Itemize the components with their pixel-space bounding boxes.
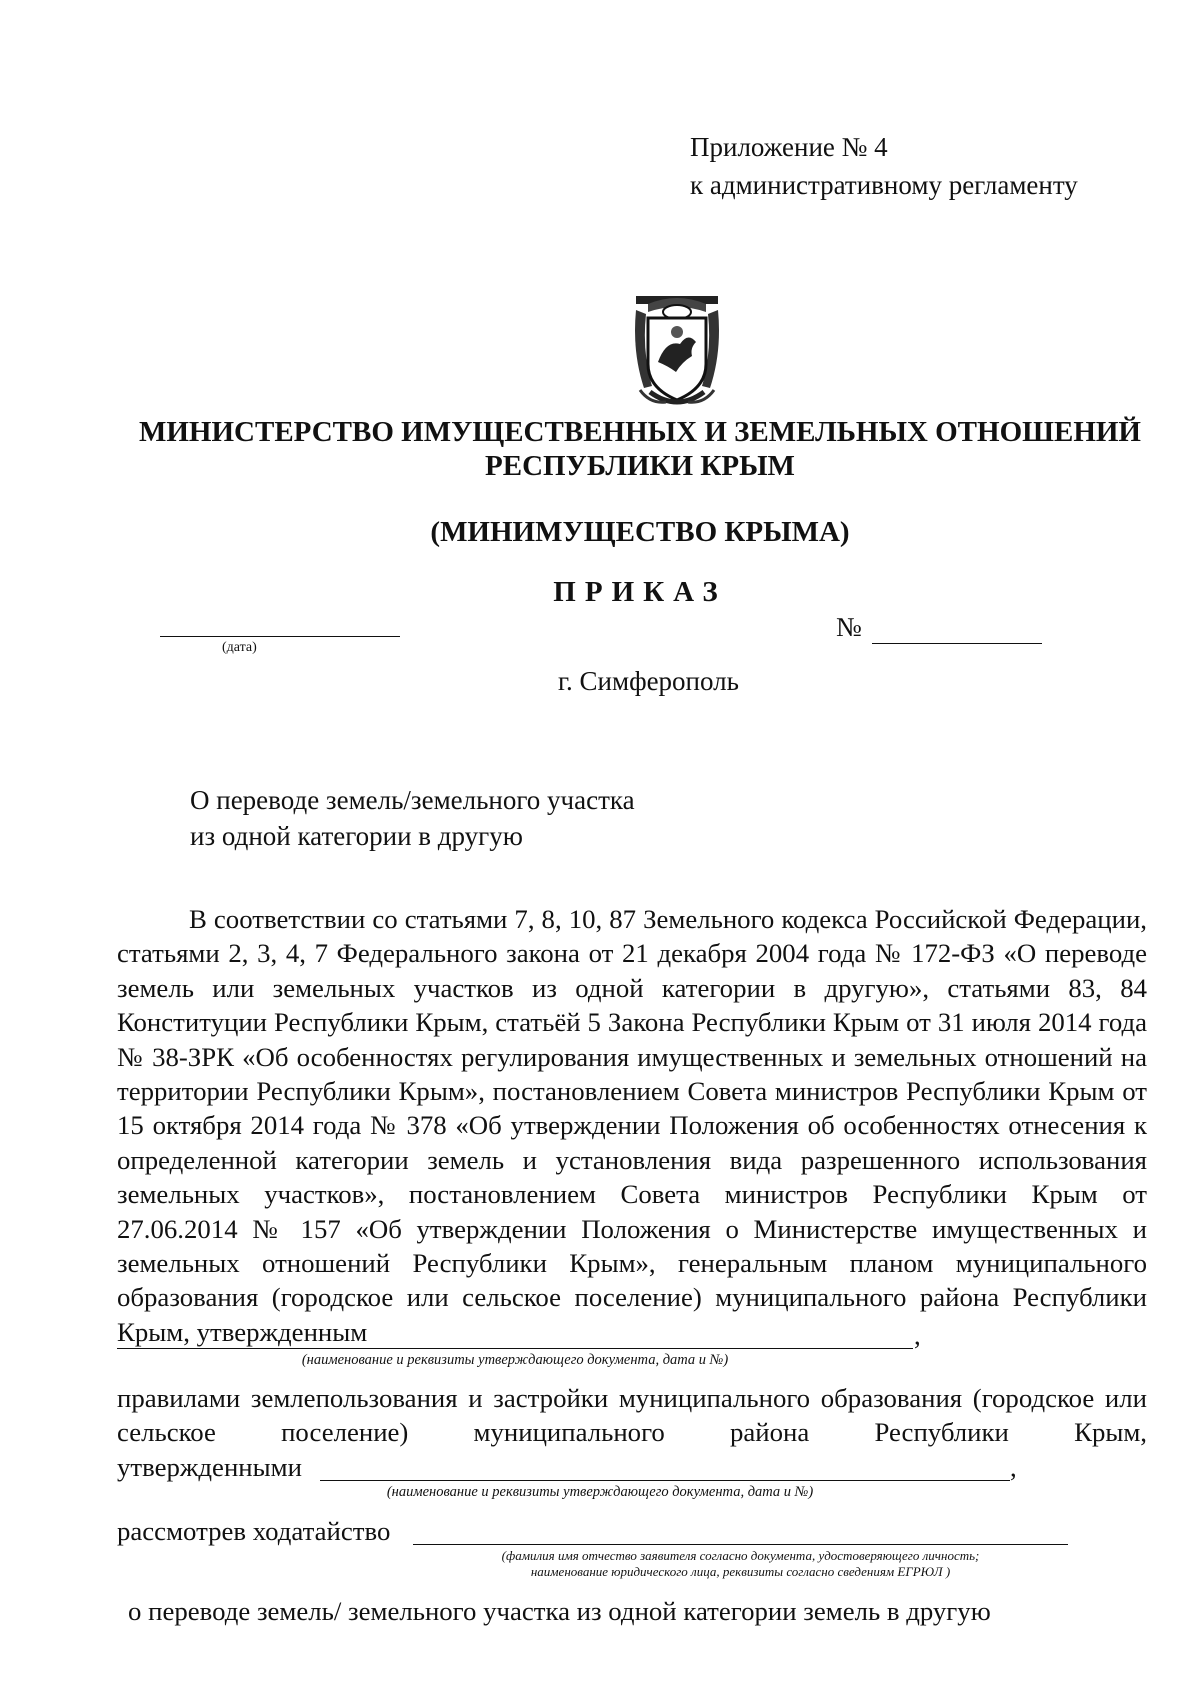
caption-approval-document-1: (наименование и реквизиты утверждающего документа, дата и №) bbox=[301, 1352, 729, 1368]
appendix-reference: к административному регламенту bbox=[690, 170, 1078, 200]
city-name: г. Симферополь bbox=[558, 666, 739, 696]
body-paragraph: В соответствии со статьями 7, 8, 10, 87 Земельного кодекса Российской Федерации, статьями 2, 3, 4, 7 Федерального закона от 21 декабря 2004 года № 172-ФЗ «О переводе земель или земельных участков из одной категории в другую», статьями 83, 84 Конституции Республики Крым, статьёй 5 Закона Республики Крым от 31 июля 2014 года № 38-ЗРК «Об особенностях регулирования имущественных и земельных отношений на территории Республики Крым», постановлением Совета министров Республики Крым от 15 октября 2014 года № 378 «Об утверждении Положения об особенностях отнесения к определенной категории земель и установления вида разрешенного использования земельных участков», постановлением Совета министров Республики Крым от 27.06.2014 № 157 «Об утверждении Положения о Министерстве имущественных и земельных отношений Республики Крым», генеральным планом муниципального образования (городское или сельское поселение) муниципального района Республики Крым, утвержденным bbox=[117, 904, 1147, 1347]
date-field-line bbox=[160, 636, 400, 637]
approval-document-line-2 bbox=[320, 1480, 1010, 1481]
transfer-request-text: о переводе земель/ земельного участка из одной категории земель в другую bbox=[128, 1596, 991, 1626]
subject-line-2: из одной категории в другую bbox=[190, 821, 523, 851]
applicant-line bbox=[413, 1544, 1068, 1545]
caption-approval-document-2: (наименование и реквизиты утверждающего документа, дата и №) bbox=[386, 1484, 814, 1500]
petition-label: рассмотрев ходатайство bbox=[117, 1516, 391, 1546]
order-subject bbox=[190, 782, 635, 854]
order-body bbox=[117, 902, 1147, 1349]
approval-document-line-1 bbox=[117, 1348, 913, 1349]
caption-applicant-line-2: наименование юридического лица, реквизиты согласно сведениям ЕГРЮЛ ) bbox=[530, 1564, 951, 1579]
order-number-line bbox=[872, 643, 1042, 644]
caption-applicant bbox=[413, 1548, 1068, 1580]
rules-text: правилами землепользования и застройки муниципального образования (городское или сельское поселение) муниципального района Республики Крым, bbox=[117, 1383, 1147, 1448]
approved-label: утвержденными bbox=[117, 1452, 302, 1482]
date-caption: (дата) bbox=[222, 640, 257, 655]
coat-of-arms-icon bbox=[630, 292, 724, 410]
appendix-note bbox=[690, 128, 1078, 204]
document-type-title: ПРИКАЗ bbox=[553, 576, 727, 608]
ministry-name: МИНИСТЕРСТВО ИМУЩЕСТВЕННЫХ И ЗЕМЕЛЬНЫХ ОТНОШЕНИЙ bbox=[138, 416, 1141, 448]
subject-line-1: О переводе земель/земельного участка bbox=[190, 785, 635, 815]
ministry-short-name: (МИНИМУЩЕСТВО КРЫМА) bbox=[430, 516, 850, 548]
ministry-region: РЕСПУБЛИКИ КРЫМ bbox=[485, 450, 795, 482]
comma-1: , bbox=[914, 1320, 921, 1350]
comma-2: , bbox=[1010, 1452, 1017, 1482]
appendix-number: Приложение № 4 bbox=[690, 132, 888, 162]
caption-applicant-line-1: (фамилия имя отчество заявителя согласно документа, удостоверяющего личность; bbox=[501, 1548, 980, 1563]
order-number-label: № bbox=[836, 612, 862, 642]
